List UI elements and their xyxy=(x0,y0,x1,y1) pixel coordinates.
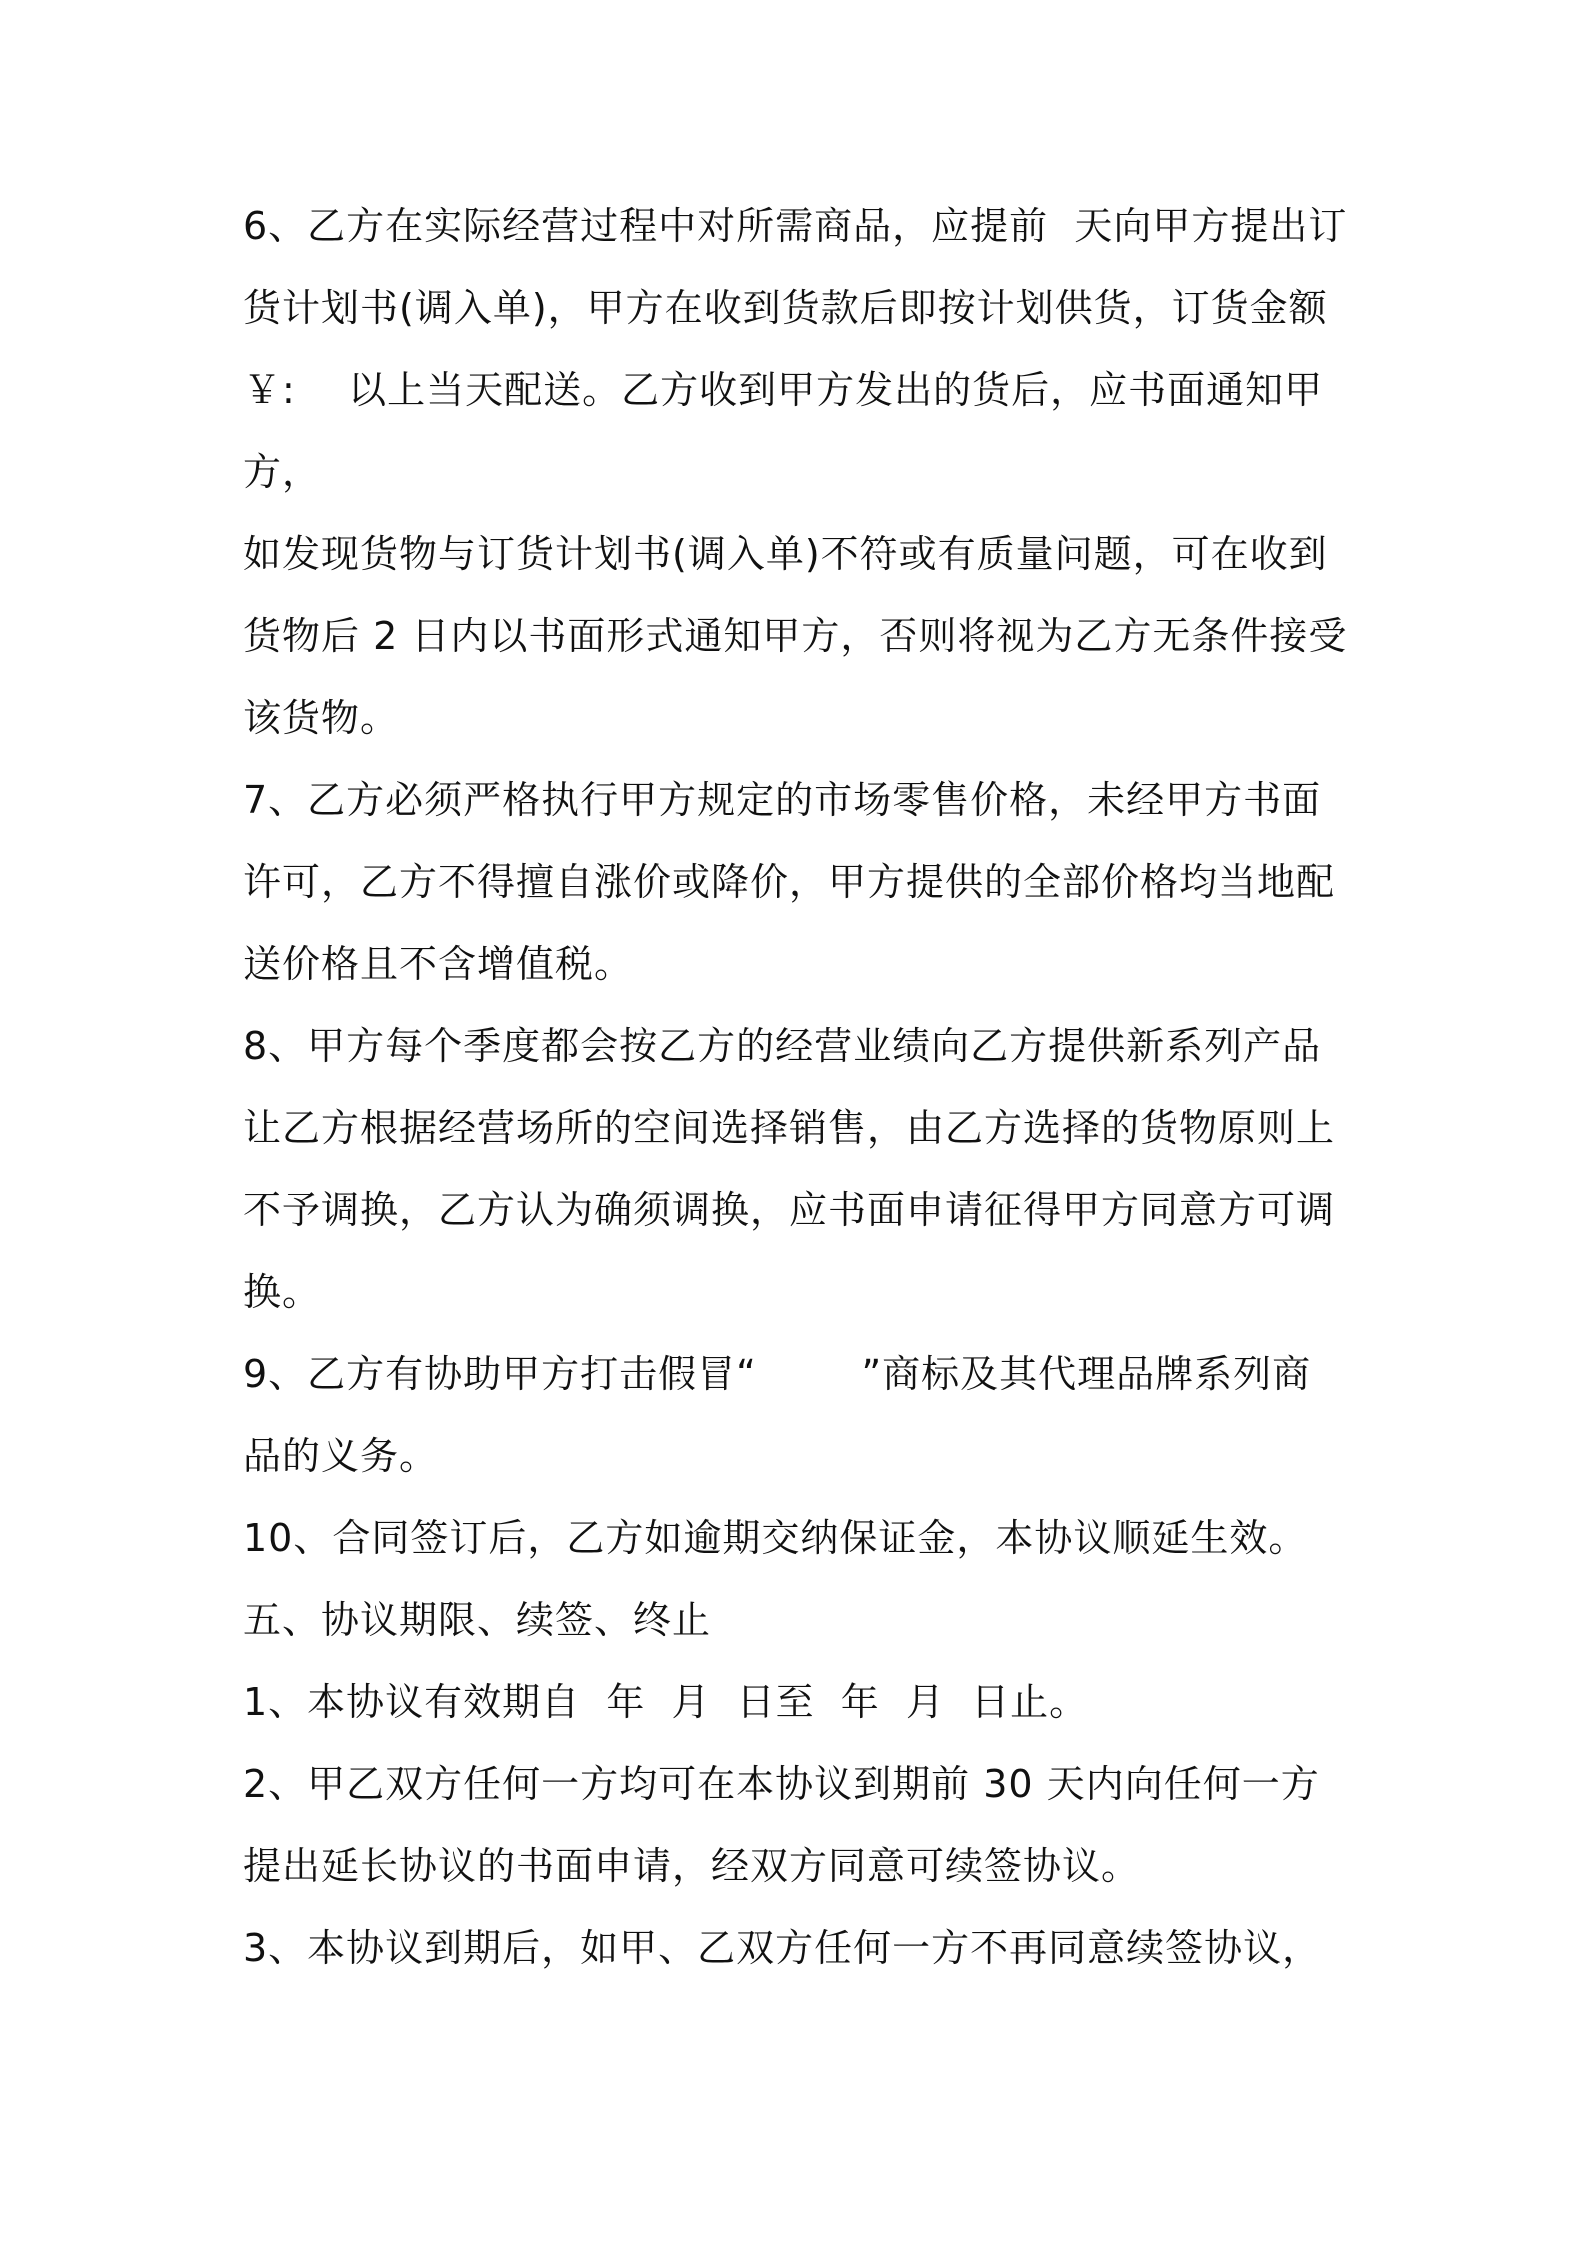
text-line: 换。 xyxy=(243,1270,322,1314)
text-line: 如发现货物与订货计划书(调入单)不符或有质量问题，可在收到 xyxy=(243,532,1328,576)
text-line: 不予调换，乙方认为确须调换，应书面申请征得甲方同意方可调 xyxy=(243,1188,1336,1232)
text-line: 让乙方根据经营场所的空间选择销售，由乙方选择的货物原则上 xyxy=(243,1106,1336,1150)
text-line: 7、乙方必须严格执行甲方规定的市场零售价格，未经甲方书面 xyxy=(243,778,1322,822)
text-line: 10、合同签订后，乙方如逾期交纳保证金，本协议顺延生效。 xyxy=(243,1516,1308,1560)
text-line: 许可，乙方不得擅自涨价或降价，甲方提供的全部价格均当地配 xyxy=(243,860,1336,904)
text-line: 3、本协议到期后，如甲、乙双方任何一方不再同意续签协议， xyxy=(243,1926,1322,1970)
text-line: 该货物。 xyxy=(243,696,400,740)
section-heading: 五、协议期限、续签、终止 xyxy=(243,1598,712,1642)
text-line: 6、乙方在实际经营过程中对所需商品，应提前 天向甲方提出订 xyxy=(243,204,1348,248)
text-line: 货计划书(调入单)，甲方在收到货款后即按计划供货，订货金额 xyxy=(243,286,1328,330)
text-line: 货物后 2 日内以书面形式通知甲方，否则将视为乙方无条件接受 xyxy=(243,614,1348,658)
text-line: 2、甲乙双方任何一方均可在本协议到期前 30 天内向任何一方 xyxy=(243,1762,1320,1806)
text-line: 提出延长协议的书面申请，经双方同意可续签协议。 xyxy=(243,1844,1141,1888)
text-line: 1、本协议有效期自 年 月 日至 年 月 日止。 xyxy=(243,1680,1089,1724)
text-line: 送价格且不含增值税。 xyxy=(243,942,634,986)
text-line: 8、甲方每个季度都会按乙方的经营业绩向乙方提供新系列产品 xyxy=(243,1024,1322,1068)
text-line: 品的义务。 xyxy=(243,1434,439,1478)
text-line: 9、乙方有协助甲方打击假冒“ ”商标及其代理品牌系列商 xyxy=(243,1352,1312,1396)
text-line: ￥: 以上当天配送。乙方收到甲方发出的货后，应书面通知甲 xyxy=(243,368,1324,412)
text-line: 方， xyxy=(243,450,322,494)
